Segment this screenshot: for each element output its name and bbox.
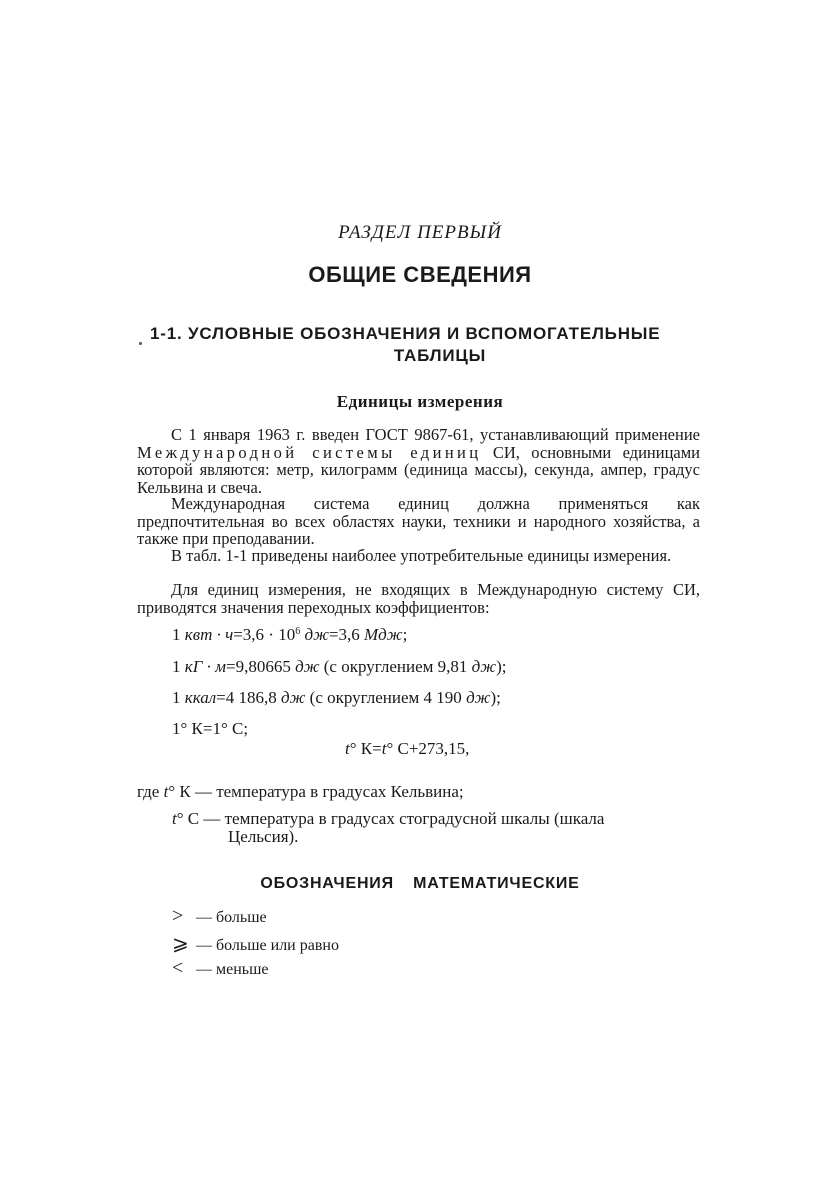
formula-t-symbol-2: t xyxy=(381,739,387,758)
formula-t-symbol: t xyxy=(345,739,350,758)
paragraph-gost xyxy=(137,426,700,496)
symbol-greater-text: — больше xyxy=(196,909,267,926)
formula-kgm-value: =9,80665 xyxy=(225,657,291,676)
formula-kcal-unit: ккал xyxy=(184,688,217,707)
symbol-greater-equal xyxy=(172,931,339,956)
formula-kcal-rounding: (с округлением 4 190 xyxy=(309,688,462,707)
formula-kwh xyxy=(172,625,407,645)
formula-kcal-unit3: дж xyxy=(466,688,491,707)
paragraph-conversion: Для единиц измерения, не входящих в Международную систему СИ, приводятся значения переходных коэффициентов: xyxy=(137,580,700,617)
formula-kwh-unit3: Мдж xyxy=(363,625,403,644)
formula-kcal-unit2: дж xyxy=(281,688,306,707)
section-heading-line2: ТАБЛИЦЫ xyxy=(393,346,487,365)
formula-kwh-num: 1 xyxy=(172,625,181,644)
definition-t-symbol-2: t xyxy=(172,809,177,828)
section-heading xyxy=(150,323,690,367)
section-label: РАЗДЕЛ ПЕРВЫЙ xyxy=(338,222,502,243)
greater-than-icon: > xyxy=(172,905,184,927)
formula-kwh-value2: =3,6 xyxy=(328,625,360,644)
math-notation-heading: ОБОЗНАЧЕНИЯ МАТЕМАТИЧЕСКИЕ xyxy=(260,875,580,892)
definition-kelvin-text: ° К — температура в градусах Кельвина; xyxy=(168,782,464,801)
formula-kwh-exponent: 6 xyxy=(295,626,301,637)
symbol-greater xyxy=(172,905,267,928)
paragraph-gost-part1: С 1 января 1963 г. введен ГОСТ 9867-61, устанавливающий применение xyxy=(171,425,700,444)
paragraph-table-ref: В табл. 1-1 приведены наиболее употребительные единицы измерения. xyxy=(171,546,672,565)
section-number: 1-1. xyxy=(150,324,183,343)
formula-kgm-end: ); xyxy=(496,657,507,676)
formula-degree: 1° К=1° С; xyxy=(172,719,249,738)
less-than-icon: < xyxy=(172,957,184,979)
paragraph-gost-spaced: Международной системы единиц xyxy=(137,442,482,462)
formula-kwh-unit2: дж xyxy=(304,625,329,644)
definition-t-symbol: t xyxy=(163,782,169,801)
symbol-greater-equal-text: — больше или равно xyxy=(196,937,339,954)
formula-kelvin-part: ° К= xyxy=(349,739,382,758)
paragraph-si-preferred: Международная система единиц должна применяться как предпочтительная во всех областях науки, техники и народного хозяйства, а также при преподавании. xyxy=(137,494,700,548)
greater-equal-icon: ⩾ xyxy=(172,933,189,955)
formula-kgm xyxy=(172,657,506,677)
print-speck xyxy=(139,342,142,345)
formula-kwh-value: =3,6 · 10 xyxy=(233,625,296,644)
formula-kcal-value: =4 186,8 xyxy=(216,688,277,707)
definition-kelvin xyxy=(137,782,700,802)
formula-kwh-unit: квт · ч xyxy=(184,625,234,644)
paragraph-gost-part2: СИ, основными единицами которой являются: метр, килограмм (единица массы), секунда, ампер, градус Кельвина и свеча. xyxy=(137,442,700,497)
where-word: где xyxy=(137,782,160,801)
definition-celsius xyxy=(172,810,700,846)
section-heading-line1: УСЛОВНЫЕ ОБОЗНАЧЕНИЯ И ВСПОМОГАТЕЛЬНЫЕ xyxy=(188,324,661,343)
formula-kcal-end: ); xyxy=(490,688,501,707)
formula-kelvin-celsius xyxy=(345,739,469,759)
formula-kcal xyxy=(172,688,501,708)
definition-celsius-cont: Цельсия). xyxy=(228,827,299,846)
formula-kgm-unit3: дж xyxy=(471,657,497,676)
formula-kcal-num: 1 xyxy=(172,688,181,707)
formula-kgm-unit: кГ · м xyxy=(184,657,226,676)
part-title: ОБЩИЕ СВЕДЕНИЯ xyxy=(308,262,532,287)
definition-celsius-text: ° С — температура в градусах стоградусной шкалы (шкала xyxy=(176,809,605,828)
formula-celsius-part: ° С+273,15, xyxy=(386,739,470,758)
subheading-units: Единицы измерения xyxy=(336,392,504,411)
formula-kgm-rounding: (с округлением 9,81 xyxy=(323,657,468,676)
symbol-less xyxy=(172,957,269,980)
formula-kgm-num: 1 xyxy=(172,657,181,676)
formula-kgm-unit2: дж xyxy=(295,657,320,676)
formula-kwh-end: ; xyxy=(402,625,408,644)
symbol-less-text: — меньше xyxy=(196,961,269,978)
